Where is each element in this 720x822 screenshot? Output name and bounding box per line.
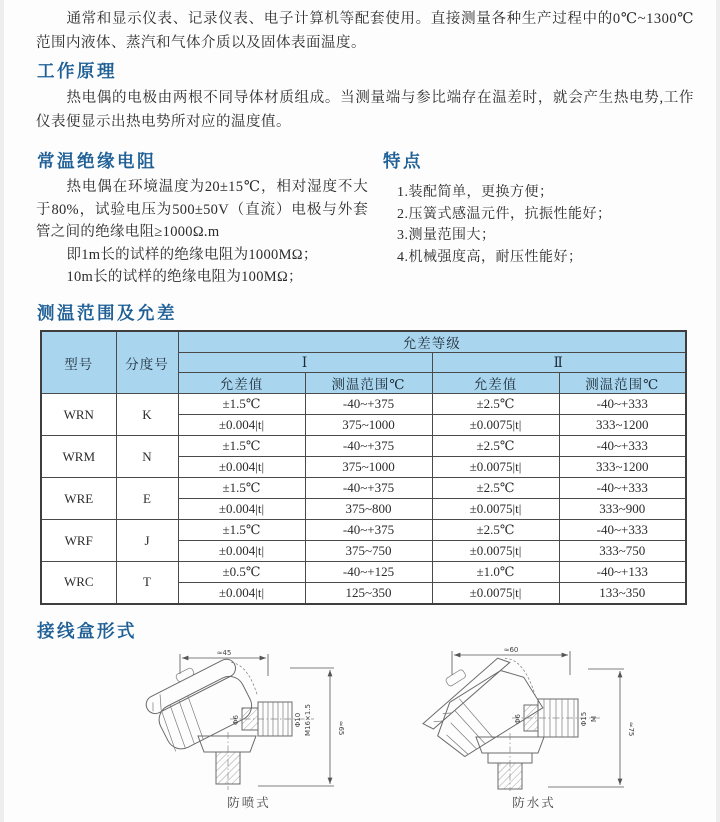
model-cell: WRC: [41, 562, 116, 604]
table-row: [41, 436, 686, 457]
header-model: 型号: [41, 331, 116, 394]
table-cell: ±0.0075|t|: [432, 415, 559, 436]
table-cell: 375~1000: [305, 415, 432, 436]
table-cell: -40~+375: [305, 478, 432, 499]
table-cell: ±0.004|t|: [178, 541, 305, 562]
table-cell: 333~1200: [559, 415, 686, 436]
dimension-label: ≈65: [337, 720, 345, 736]
table-cell: ±0.004|t|: [178, 457, 305, 478]
table-cell: -40~+333: [559, 436, 686, 457]
page-left-edge: [0, 0, 4, 822]
working-principle-paragraph: 热电偶的电极由两根不同导体材质组成。当测量端与参比端存在温差时，就会产生热电势,工作仪表便显示出热电势所对应的温度值。: [36, 90, 694, 130]
insulation-paragraph: 热电偶在环境温度为20±15℃，相对湿度不大于80%，试验电压为500±50V（直流）电极与外套管之间的绝缘电阻≥1000Ω.m: [36, 179, 368, 240]
insulation-line-1m: 即1m长的试样的绝缘电阻为1000MΩ；: [66, 246, 318, 263]
graduation-cell: K: [116, 394, 178, 436]
table-cell: ±2.5℃: [432, 436, 559, 457]
table-cell: ±0.0075|t|: [432, 457, 559, 478]
table-cell: ±2.5℃: [432, 394, 559, 415]
table-cell: -40~+333: [559, 520, 686, 541]
model-cell: WRE: [41, 478, 116, 520]
table-cell: 333~900: [559, 499, 686, 520]
section-title-range-tolerance: 测温范围及允差: [37, 303, 177, 323]
table-cell: -40~+125: [305, 562, 432, 583]
dimension-label: ≈75: [627, 721, 635, 737]
graduation-cell: N: [116, 436, 178, 478]
section-title-junction-box: 接线盒形式: [37, 621, 137, 641]
table-cell: ±0.0075|t|: [432, 583, 559, 604]
page-right-edge: [716, 0, 720, 822]
table-cell: ±1.5℃: [178, 478, 305, 499]
table-cell: 333~1200: [559, 457, 686, 478]
table-row: [41, 478, 686, 499]
table-cell: ±1.5℃: [178, 394, 305, 415]
dimension-label: Φ6: [514, 714, 522, 724]
table-cell: ±0.004|t|: [178, 499, 305, 520]
table-row: [41, 562, 686, 583]
header-tolerance-class: 允差等级: [178, 331, 686, 353]
header-temp-range: 测温范围℃: [559, 373, 686, 394]
table-cell: 375~750: [305, 541, 432, 562]
table-cell: ±1.5℃: [178, 520, 305, 541]
splash-proof-figure: [138, 644, 360, 811]
table-cell: -40~+375: [305, 394, 432, 415]
waterproof-drawing-icon: [418, 641, 650, 792]
table-cell: ±0.0075|t|: [432, 499, 559, 520]
table-cell: -40~+375: [305, 436, 432, 457]
table-cell: -40~+375: [305, 520, 432, 541]
header-tolerance-value: 允差值: [178, 373, 305, 394]
table-cell: ±2.5℃: [432, 520, 559, 541]
header-class-1: Ⅰ: [178, 353, 432, 373]
table-cell: ±1.5℃: [178, 436, 305, 457]
features-list: [397, 182, 612, 268]
dimension-label: ≈45: [216, 649, 232, 657]
section-title-working-principle: 工作原理: [37, 61, 117, 81]
table-cell: -40~+133: [559, 562, 686, 583]
section-title-features: 特点: [383, 151, 423, 171]
table-cell: -40~+333: [559, 478, 686, 499]
graduation-cell: E: [116, 478, 178, 520]
model-cell: WRF: [41, 520, 116, 562]
header-tolerance-value: 允差值: [432, 373, 559, 394]
dimension-label: M: [590, 715, 598, 723]
feature-item: 1.装配简单，更换方便；: [397, 185, 554, 200]
feature-item: 3.测量范围大；: [397, 228, 496, 243]
insulation-resistance-body: [36, 176, 368, 289]
table-cell: ±2.5℃: [432, 478, 559, 499]
splash-proof-drawing-icon: [138, 644, 360, 792]
table-cell: ±1.0℃: [432, 562, 559, 583]
feature-item: 4.机械强度高，耐压性能好；: [397, 249, 583, 265]
table-cell: ±0.5℃: [178, 562, 305, 583]
figure-caption: 防喷式: [227, 796, 271, 810]
table-cell: -40~+333: [559, 394, 686, 415]
section-title-insulation-resistance: 常温绝缘电阻: [37, 151, 157, 171]
range-tolerance-table: [40, 330, 687, 605]
dimension-label: ≈60: [503, 646, 519, 654]
table-cell: ±0.004|t|: [178, 583, 305, 604]
model-cell: WRM: [41, 436, 116, 478]
table-cell: 133~350: [559, 583, 686, 604]
table-cell: ±0.0075|t|: [432, 541, 559, 562]
feature-item: 2.压簧式感温元件，抗振性能好；: [397, 206, 612, 222]
figure-caption: 防水式: [512, 796, 556, 810]
model-cell: WRN: [41, 394, 116, 436]
table-cell: 125~350: [305, 583, 432, 604]
header-temp-range: 测温范围℃: [305, 373, 432, 394]
table-row: [41, 520, 686, 541]
header-class-2: Ⅱ: [432, 353, 686, 373]
dimension-label: Φ15: [580, 711, 588, 727]
dimension-label: M16×1.5: [304, 704, 312, 736]
table-cell: 375~800: [305, 499, 432, 520]
table-cell: 333~750: [559, 541, 686, 562]
dimension-label: Φ10: [294, 712, 302, 728]
graduation-cell: J: [116, 520, 178, 562]
table-cell: ±0.004|t|: [178, 415, 305, 436]
header-graduation: 分度号: [116, 331, 178, 394]
table-row: [41, 394, 686, 415]
table-cell: 375~1000: [305, 457, 432, 478]
graduation-cell: T: [116, 562, 178, 604]
insulation-line-10m: 10m长的试样的绝缘电阻为100MΩ；: [66, 269, 303, 285]
table-header-row: [41, 331, 686, 353]
dimension-label: Φ6: [232, 715, 240, 725]
intro-paragraph: 通常和显示仪表、记录仪表、电子计算机等配套使用。直接测量各种生产过程中的0℃~1300℃范围内液体、蒸汽和气体介质以及固体表面温度。: [36, 11, 694, 51]
waterproof-figure: [418, 641, 650, 811]
